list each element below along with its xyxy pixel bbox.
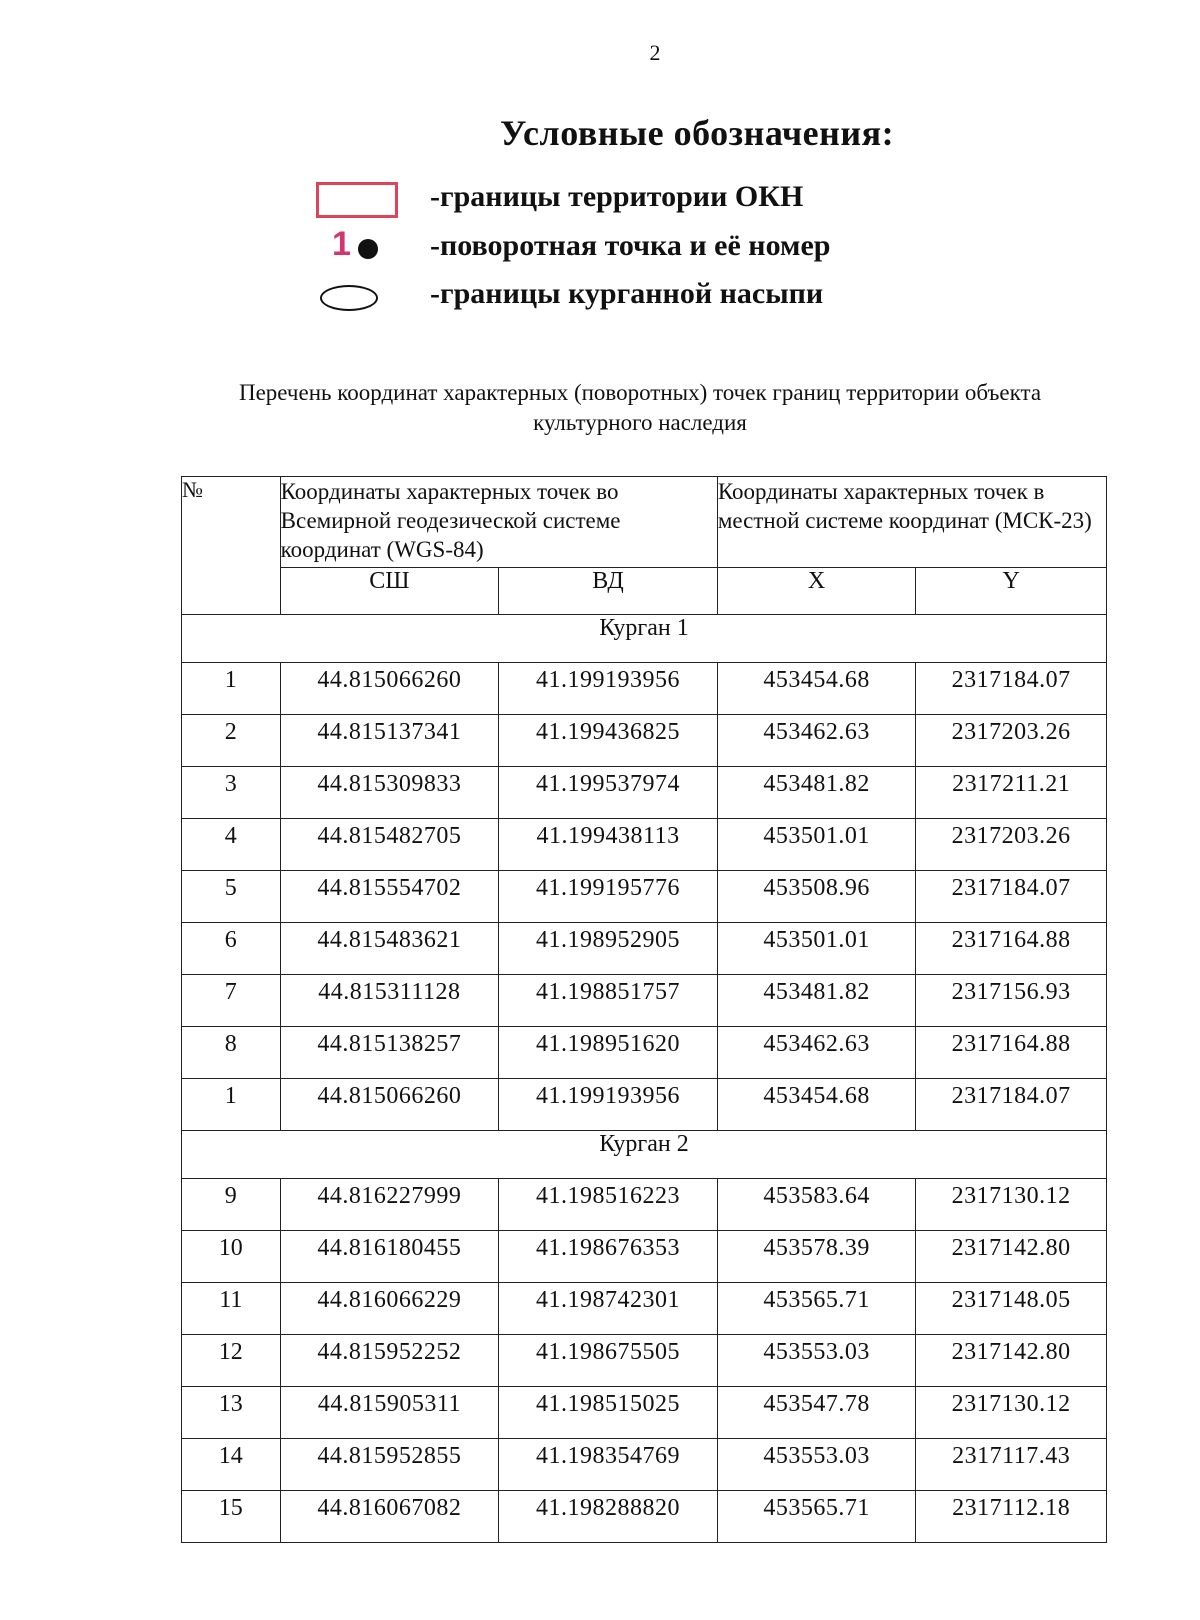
cell-y: 2317164.88 bbox=[916, 1027, 1107, 1079]
cell-number: 1 bbox=[182, 1079, 281, 1131]
cell-number: 3 bbox=[182, 767, 281, 819]
cell-lat: 44.815905311 bbox=[280, 1387, 499, 1439]
cell-y: 2317184.07 bbox=[916, 871, 1107, 923]
legend-item-text: -поворотная точка и её номер bbox=[430, 229, 831, 262]
cell-y: 2317130.12 bbox=[916, 1387, 1107, 1439]
cell-lat: 44.815309833 bbox=[280, 767, 499, 819]
cell-lon: 41.198288820 bbox=[499, 1491, 718, 1543]
cell-lat: 44.815952252 bbox=[280, 1335, 499, 1387]
cell-x: 453501.01 bbox=[717, 923, 916, 975]
cell-y: 2317142.80 bbox=[916, 1335, 1107, 1387]
section-title: Курган 2 bbox=[182, 1131, 1107, 1179]
cell-y: 2317203.26 bbox=[916, 715, 1107, 767]
cell-lon: 41.199193956 bbox=[499, 1079, 718, 1131]
legend-item-okn-boundary bbox=[300, 176, 1000, 226]
header-msk-group: Координаты характерных точек в местной системе координат (МСК-23) bbox=[717, 477, 1106, 568]
cell-x: 453454.68 bbox=[717, 1079, 916, 1131]
table-row bbox=[182, 1231, 1107, 1283]
page-number: 2 bbox=[649, 40, 661, 65]
cell-lat: 44.815066260 bbox=[280, 663, 499, 715]
cell-y: 2317156.93 bbox=[916, 975, 1107, 1027]
cell-number: 14 bbox=[182, 1439, 281, 1491]
cell-lon: 41.198675505 bbox=[499, 1335, 718, 1387]
cell-number: 7 bbox=[182, 975, 281, 1027]
cell-lon: 41.198676353 bbox=[499, 1231, 718, 1283]
cell-y: 2317142.80 bbox=[916, 1231, 1107, 1283]
cell-number: 6 bbox=[182, 923, 281, 975]
cell-number: 1 bbox=[182, 663, 281, 715]
table-row bbox=[182, 1439, 1107, 1491]
cell-lon: 41.199195776 bbox=[499, 871, 718, 923]
table-row bbox=[182, 819, 1107, 871]
cell-lon: 41.199436825 bbox=[499, 715, 718, 767]
table-row bbox=[182, 1387, 1107, 1439]
section-title: Курган 1 bbox=[182, 615, 1107, 663]
coordinates-table bbox=[181, 476, 1107, 1543]
cell-lat: 44.815482705 bbox=[280, 819, 499, 871]
cell-lon: 41.199537974 bbox=[499, 767, 718, 819]
cell-lat: 44.815483621 bbox=[280, 923, 499, 975]
cell-x: 453462.63 bbox=[717, 715, 916, 767]
cell-y: 2317117.43 bbox=[916, 1439, 1107, 1491]
table-row bbox=[182, 663, 1107, 715]
cell-lat: 44.815311128 bbox=[280, 975, 499, 1027]
cell-lat: 44.815137341 bbox=[280, 715, 499, 767]
cell-x: 453481.82 bbox=[717, 975, 916, 1027]
cell-number: 10 bbox=[182, 1231, 281, 1283]
table-row bbox=[182, 1179, 1107, 1231]
cell-y: 2317184.07 bbox=[916, 1079, 1107, 1131]
cell-y: 2317148.05 bbox=[916, 1283, 1107, 1335]
cell-y: 2317112.18 bbox=[916, 1491, 1107, 1543]
table-row bbox=[182, 871, 1107, 923]
cell-number: 2 bbox=[182, 715, 281, 767]
red-rectangle-icon bbox=[300, 176, 400, 226]
cell-number: 11 bbox=[182, 1283, 281, 1335]
table-row bbox=[182, 1283, 1107, 1335]
section-row bbox=[182, 1131, 1107, 1179]
cell-lon: 41.198742301 bbox=[499, 1283, 718, 1335]
legend-item-mound-boundary bbox=[300, 273, 1000, 323]
numbered-point-icon bbox=[300, 225, 400, 275]
cell-lat: 44.816067082 bbox=[280, 1491, 499, 1543]
cell-lon: 41.198851757 bbox=[499, 975, 718, 1027]
table-row bbox=[182, 1079, 1107, 1131]
cell-lat: 44.815952855 bbox=[280, 1439, 499, 1491]
header-lon: ВД bbox=[499, 568, 718, 615]
table-row bbox=[182, 1491, 1107, 1543]
legend-item-turning-point bbox=[300, 225, 1000, 275]
cell-lon: 41.198354769 bbox=[499, 1439, 718, 1491]
legend-title: Условные обозначения: bbox=[500, 113, 895, 153]
cell-x: 453508.96 bbox=[717, 871, 916, 923]
cell-y: 2317203.26 bbox=[916, 819, 1107, 871]
point-dot-icon bbox=[358, 239, 378, 259]
header-lat: СШ bbox=[280, 568, 499, 615]
ellipse-icon bbox=[300, 273, 400, 323]
cell-lat: 44.815554702 bbox=[280, 871, 499, 923]
legend-item-text: -границы территории ОКН bbox=[430, 180, 804, 213]
cell-x: 453547.78 bbox=[717, 1387, 916, 1439]
cell-lon: 41.198951620 bbox=[499, 1027, 718, 1079]
header-wgs-group: Координаты характерных точек во Всемирной геодезической системе координат (WGS-84) bbox=[280, 477, 717, 568]
cell-x: 453462.63 bbox=[717, 1027, 916, 1079]
table-row bbox=[182, 767, 1107, 819]
header-number: № bbox=[182, 477, 281, 615]
cell-lon: 41.198516223 bbox=[499, 1179, 718, 1231]
cell-lat: 44.816227999 bbox=[280, 1179, 499, 1231]
cell-lat: 44.816180455 bbox=[280, 1231, 499, 1283]
cell-number: 8 bbox=[182, 1027, 281, 1079]
list-title: Перечень координат характерных (поворотных) точек границ территории объекта культурного наследия bbox=[238, 380, 1042, 435]
cell-y: 2317130.12 bbox=[916, 1179, 1107, 1231]
header-x: X bbox=[717, 568, 916, 615]
cell-lon: 41.199438113 bbox=[499, 819, 718, 871]
table-body bbox=[182, 615, 1107, 1543]
cell-x: 453553.03 bbox=[717, 1439, 916, 1491]
table-row bbox=[182, 975, 1107, 1027]
cell-lon: 41.198515025 bbox=[499, 1387, 718, 1439]
cell-x: 453578.39 bbox=[717, 1231, 916, 1283]
cell-lat: 44.816066229 bbox=[280, 1283, 499, 1335]
cell-x: 453501.01 bbox=[717, 819, 916, 871]
cell-x: 453565.71 bbox=[717, 1283, 916, 1335]
cell-x: 453481.82 bbox=[717, 767, 916, 819]
table-row bbox=[182, 715, 1107, 767]
legend-item-text: -границы курганной насыпи bbox=[430, 277, 824, 310]
cell-lon: 41.198952905 bbox=[499, 923, 718, 975]
cell-number: 9 bbox=[182, 1179, 281, 1231]
cell-y: 2317164.88 bbox=[916, 923, 1107, 975]
cell-number: 5 bbox=[182, 871, 281, 923]
cell-number: 15 bbox=[182, 1491, 281, 1543]
cell-y: 2317211.21 bbox=[916, 767, 1107, 819]
cell-number: 4 bbox=[182, 819, 281, 871]
cell-number: 13 bbox=[182, 1387, 281, 1439]
table-row bbox=[182, 1335, 1107, 1387]
cell-lat: 44.815138257 bbox=[280, 1027, 499, 1079]
section-row bbox=[182, 615, 1107, 663]
table-row bbox=[182, 923, 1107, 975]
cell-x: 453565.71 bbox=[717, 1491, 916, 1543]
cell-x: 453553.03 bbox=[717, 1335, 916, 1387]
point-number-label: 1 bbox=[332, 225, 351, 263]
cell-x: 453454.68 bbox=[717, 663, 916, 715]
cell-number: 12 bbox=[182, 1335, 281, 1387]
cell-y: 2317184.07 bbox=[916, 663, 1107, 715]
cell-lat: 44.815066260 bbox=[280, 1079, 499, 1131]
header-y: Y bbox=[916, 568, 1107, 615]
table-row bbox=[182, 1027, 1107, 1079]
cell-x: 453583.64 bbox=[717, 1179, 916, 1231]
cell-lon: 41.199193956 bbox=[499, 663, 718, 715]
